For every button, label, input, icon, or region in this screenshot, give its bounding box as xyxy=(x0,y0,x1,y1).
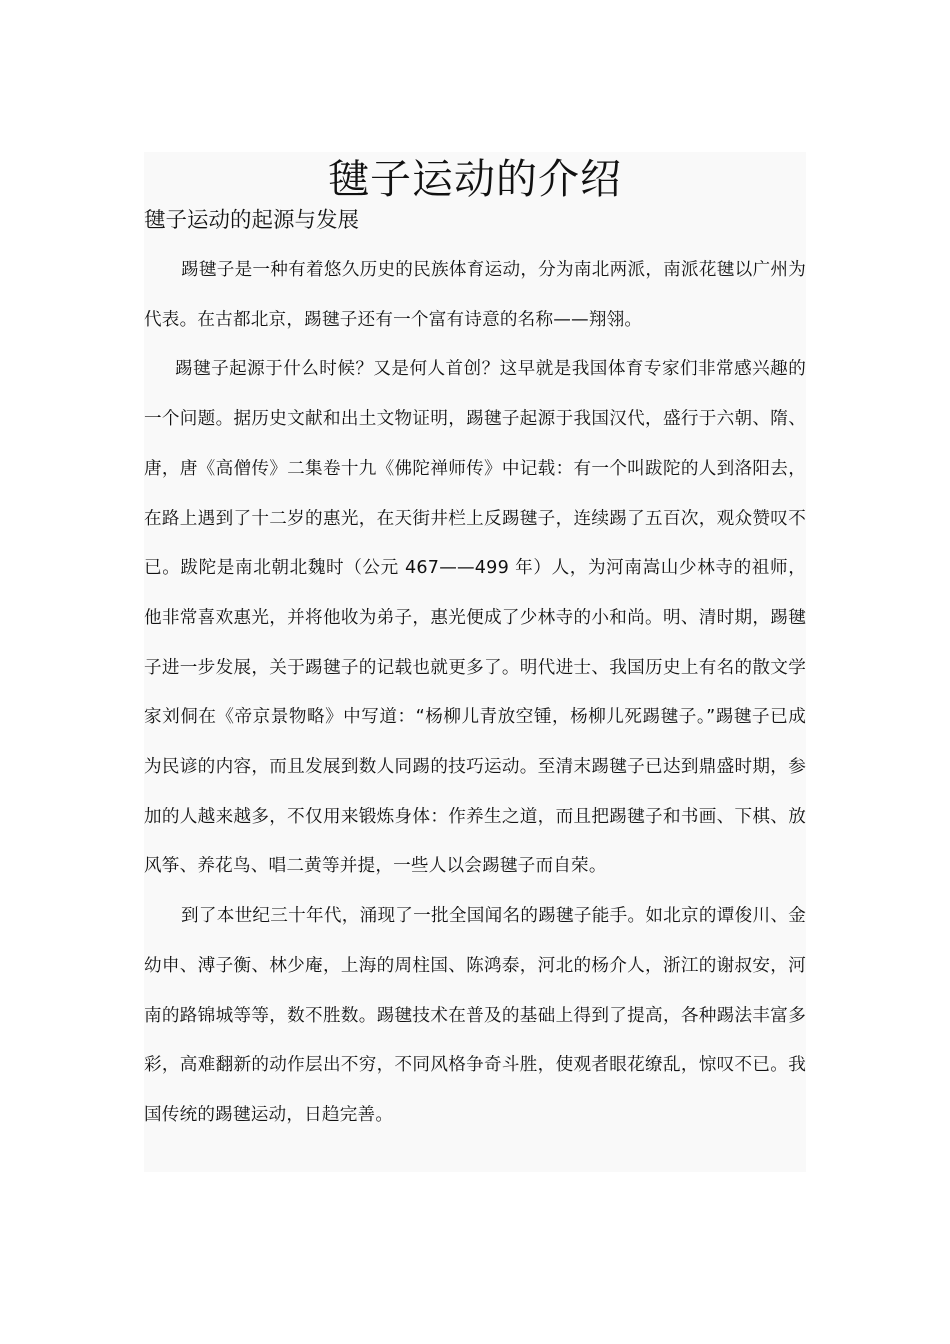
document-title: 毽子运动的介绍 xyxy=(328,155,622,203)
section-heading: 毽子运动的起源与发展 xyxy=(144,208,360,233)
paragraph-1: 踢毽子是一种有着悠久历史的民族体育运动，分为南北两派，南派花毽以广州为代表。在古都北京，踢毽子还有一个富有诗意的名称——翔翎。 xyxy=(144,260,806,330)
paragraph-2: 踢毽子起源于什么时候？又是何人首创？这早就是我国体育专家们非常感兴趣的一个问题。据历史文献和出土文物证明，踢毽子起源于我国汉代，盛行于六朝、隋、唐，唐《高僧传》二集卷十九《佛陀禅师传》中记载：有一个叫跋陀的人到洛阳去，在路上遇到了十二岁的惠光，在天街井栏上反踢毽子，连续踢了五百次，观众赞叹不已。跋陀是南北朝北魏时（公元 467——499 年）人，为河南嵩山少林寺的祖师，他非常喜欢惠光，并将他收为弟子，惠光便成了少林寺的小和尚。明、清时期，踢毽子进一步发展，关于踢毽子的记载也就更多了。明代进士、我国历史上有名的散文学家刘侗在《帝京景物略》中写道：“杨柳儿青放空锺，杨柳儿死踢毽子。”踢毽子已成为民谚的内容，而且发展到数人同踢的技巧运动。至清末踢毽子已达到鼎盛时期，参加的人越来越多，不仅用来锻炼身体：作养生之道，而且把踢毽子和书画、下棋、放风筝、养花鸟、唱二黄等并提，一些人以会踢毽子而自荣。 xyxy=(144,359,806,877)
document-content xyxy=(144,152,806,1172)
paragraph-3: 到了本世纪三十年代，涌现了一批全国闻名的踢毽子能手。如北京的谭俊川、金幼申、溥子衡、林少庵，上海的周柱国、陈鸿泰，河北的杨介人，浙江的谢叔安，河南的路锦城等等，数不胜数。踢毽技术在普及的基础上得到了提高，各种踢法丰富多彩，高难翻新的动作层出不穷，不同风格争奇斗胜，使观者眼花缭乱，惊叹不已。我国传统的踢毽运动，日趋完善。 xyxy=(144,906,806,1125)
